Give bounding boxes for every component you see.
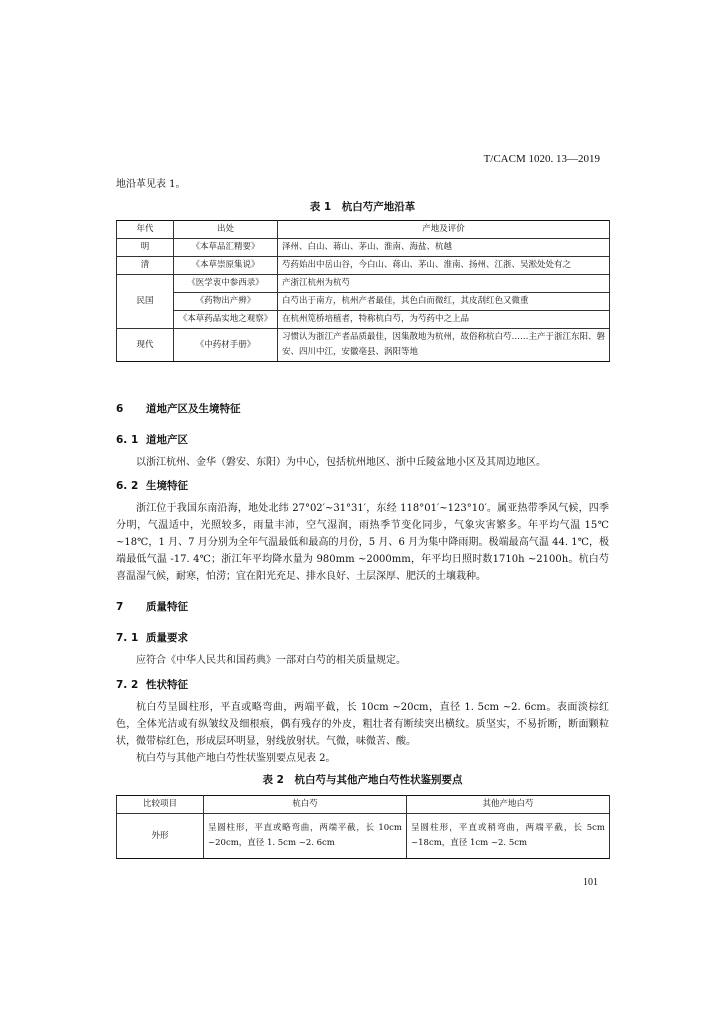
table1-text: 芍药始出中岳山谷，今白山、蒋山、茅山、淮南、扬州、江浙、吴淞处处有之 — [278, 257, 610, 275]
table1-header-source: 出处 — [174, 221, 278, 239]
table1-era: 清 — [117, 257, 174, 275]
section-number: 7 — [116, 601, 124, 613]
table2-caption: 表 2 杭白芍与其他产地白芍性状鉴别要点 — [262, 774, 463, 786]
table1-era: 民国 — [117, 275, 174, 329]
section-6-1-heading — [116, 432, 188, 447]
section-title: 道地产区 — [146, 434, 188, 446]
section-title: 生境特征 — [146, 480, 188, 492]
table2-hang: 呈圆柱形，平直或略弯曲，两端平截，长 10cm ~20cm，直径 1. 5cm ~2. 6cm — [204, 814, 407, 859]
table-row — [117, 275, 610, 293]
section-title: 性状特征 — [146, 679, 188, 691]
table-row — [117, 257, 610, 275]
section-6-2-heading — [116, 478, 188, 493]
table1-header-text: 产地及评价 — [278, 221, 610, 239]
table1-caption: 表 1 杭白芍产地沿革 — [309, 201, 416, 213]
section-number: 6. 1 — [116, 434, 139, 446]
section-6-2-text: 浙江位于我国东南沿海，地处北纬 27°02′~31°31′，东经 118°01′~123°10′。属亚热带季风气候，四季分明，气温适中，光照较多，雨量丰沛，空气湿润，雨热季节变化同步，气象灾害繁多。年平均气温 15℃ ~18℃，1 月、7 月分别为全年气温最低和最高的月份，5 月、6 月为集中降雨期。极端最高气温 44. 1℃，极端最低气温 -17. 4℃；浙江年平均降水量为 980mm ~2000mm，年平均日照时数1710h ~2100h。杭白芍喜温湿气候，耐寒，怕涝；宜在阳光充足、排水良好、土层深厚、肥沃的土壤栽种。 — [116, 503, 609, 582]
table1-era: 现代 — [117, 329, 174, 362]
table2-item: 外形 — [117, 814, 204, 859]
section-number: 7. 2 — [116, 679, 139, 691]
section-number: 6. 2 — [116, 480, 139, 492]
table2-header-item: 比较项目 — [117, 796, 204, 814]
table2-header-other: 其他产地白芍 — [407, 796, 610, 814]
section-title: 道地产区及生境特征 — [146, 403, 241, 415]
table2-other: 呈圆柱形，平直或稍弯曲，两端平截，长 5cm ~18cm，直径 1cm ~2. 5cm — [407, 814, 610, 859]
page-number: 101 — [583, 877, 598, 888]
section-7-2-text2: 杭白芍与其他产地白芍性状鉴别要点见表 2。 — [136, 753, 336, 764]
section-number: 7. 1 — [116, 632, 139, 644]
table-row — [117, 329, 610, 362]
table1-text: 产浙江杭州为杭芍 — [278, 275, 610, 293]
section-title: 质量要求 — [146, 632, 188, 644]
section-number: 6 — [116, 403, 124, 415]
section-6-1-text: 以浙江杭州、金华（磐安、东阳）为中心，包括杭州地区、浙中丘陵盆地小区及其周边地区。 — [136, 457, 546, 468]
section-7-2-text: 杭白芍呈圆柱形，平直或略弯曲，两端平截，长 10cm ~20cm，直径 1. 5cm ~2. 6cm。表面淡棕红色，全体光洁或有纵皱纹及细根痕，偶有残存的外皮，粗壮者有断续突出横纹。质坚实，不易折断，断面颗粒状，微带棕红色，形成层环明显，射线放射状。气微，味微苦、酸。 — [116, 702, 609, 747]
section-7-2-heading — [116, 677, 188, 692]
table1-source: 《本草药品实地之观察》 — [174, 311, 278, 329]
table1-text: 习惯认为浙江产者品质最佳，因集散地为杭州，故俗称杭白芍……主产于浙江东阳、磐安、四川中江，安徽亳县、涡阳等地 — [278, 329, 610, 362]
table1-source: 《药物出产辨》 — [174, 293, 278, 311]
table2 — [116, 795, 610, 859]
section-7-1-text: 应符合《中华人民共和国药典》一部对白芍的相关质量规定。 — [136, 655, 406, 666]
table1-source: 《中药材手册》 — [174, 329, 278, 362]
intro-text: 地沿革见表 1。 — [116, 179, 186, 190]
section-7-1-heading — [116, 630, 188, 645]
table1-text: 在杭州笕桥培植者，特称杭白芍，为芍药中之上品 — [278, 311, 610, 329]
table-row — [117, 311, 610, 329]
table1-source: 《医学衷中参西录》 — [174, 275, 278, 293]
table1 — [116, 220, 610, 362]
table-row — [117, 293, 610, 311]
table1-text: 泽州、白山、蒋山、茅山、淮南、海盐、杭越 — [278, 239, 610, 257]
table1-header-era: 年代 — [117, 221, 174, 239]
table1-era: 明 — [117, 239, 174, 257]
table1-source: 《本草品汇精要》 — [174, 239, 278, 257]
table1-text: 白芍出于南方，杭州产者最佳，其色白而微红，其皮刮红色又微重 — [278, 293, 610, 311]
section-6-heading — [116, 401, 241, 416]
section-7-heading — [116, 599, 188, 614]
table1-source: 《本草崇原集说》 — [174, 257, 278, 275]
table2-header-hang: 杭白芍 — [204, 796, 407, 814]
document-code: T/CACM 1020. 13—2019 — [483, 153, 600, 165]
table-row — [117, 239, 610, 257]
table-row — [117, 814, 610, 859]
section-title: 质量特征 — [146, 601, 188, 613]
